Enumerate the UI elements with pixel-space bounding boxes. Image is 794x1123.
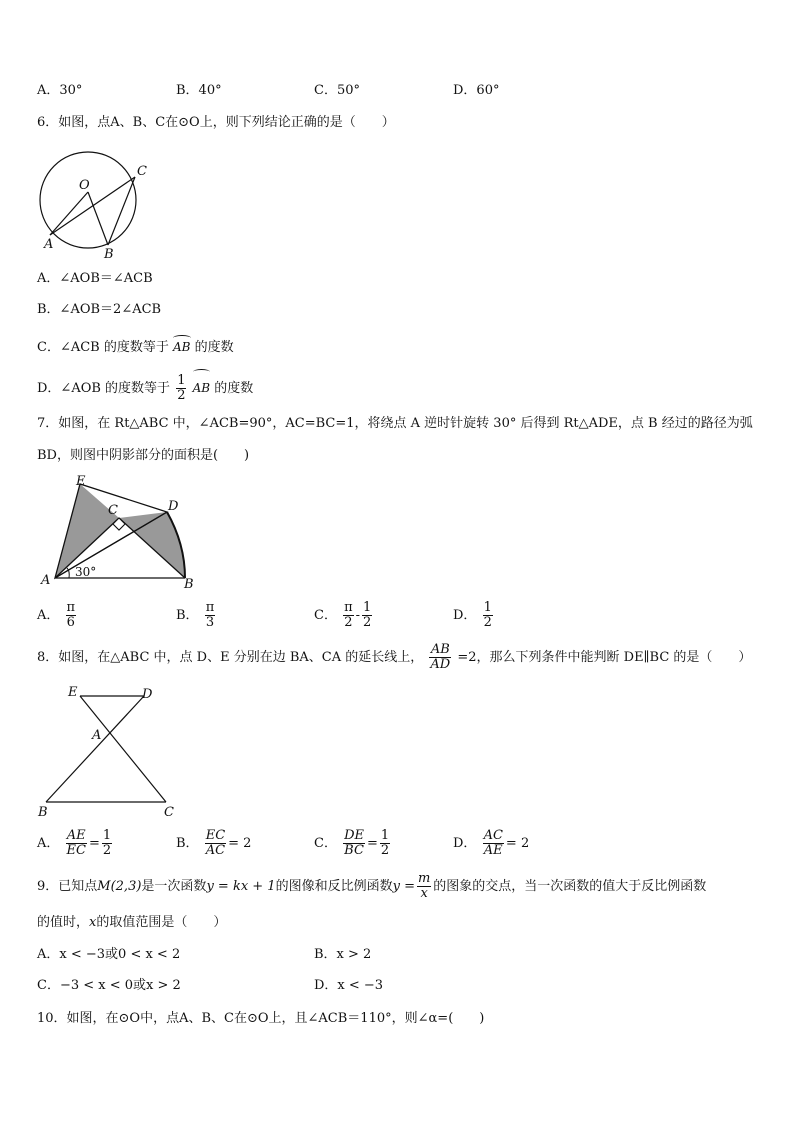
q9-option-a: A．x < −3或0 < x < 2 [37,947,181,962]
q7-option-d-num: 1 [483,600,492,615]
q9-stem-text: 9．已知点 [37,879,98,894]
q9-option-c: C．−3 < x < 0或x > 2 [37,978,181,993]
q8-option-d-den: AE [483,843,503,858]
q6-label-o: O [79,178,90,193]
q8-option-d-label: D． [453,836,477,851]
q7-label-d: D [168,499,179,514]
q5-option-a: A．30° [37,83,83,98]
q8-option-c-eq: = [367,836,378,851]
q8-option-c-label: C． [314,836,337,851]
q8-option-c-rhs [380,829,390,858]
q5-option-d: D．60° [453,83,500,98]
q7-option-c-fraction1 [343,601,354,630]
q7-label-e: E [76,474,86,489]
q7-option-c-fraction2 [362,601,372,630]
q6-label-a: A [44,237,54,252]
q7-option-a-num: π [66,600,76,615]
q7-option-b-fraction [205,601,216,630]
q8-stem-text: 8．如图，在△ABC 中，点 D、E 分别在边 BA、CA 的延长线上， [37,650,424,665]
q8-triangle-figure [32,684,192,822]
q9-option-d: D．x < −3 [314,978,384,993]
q7-option-b-num: π [205,600,215,615]
q9-point: M(2,3) [97,879,142,894]
q9-stem2-post: 的取值范围是（ ） [96,915,227,930]
q7-label-a: A [41,573,51,588]
q7-option-a-den: 6 [66,615,75,630]
q6-option-d-text: D．∠AOB 的度数等于 [37,381,171,396]
q6-option-d-num: 1 [177,373,186,388]
q8-stem-fraction [429,643,451,672]
q9-option-b: B．x > 2 [314,947,372,962]
q6-option-d-fraction [176,374,186,403]
q6-option-c-post: 的度数 [194,340,234,355]
q7-option-a-label: A． [37,608,60,623]
q7-option-d-fraction [483,601,493,630]
q8-label-a: A [92,728,102,743]
q7-stem-line1: 7．如图，在 Rt△ABC 中，∠ACB=90°，AC=BC=1，将绕点 A 逆时针旋转 30° 后得到 Rt△ADE，点 B 经过的路径为弧 [37,416,753,431]
q8-option-d-lhs [483,829,504,858]
q8-option-a [37,828,114,860]
q8-option-d-eq: = 2 [505,836,530,851]
q7-label-c: C [108,503,118,518]
q8-option-a-rden: 2 [102,843,112,858]
q8-option-a-eq: = [88,836,100,851]
q7-rotation-figure [35,472,205,592]
q7-stem-line2: BD，则图中阴影部分的面积是( ) [37,448,250,463]
q7-option-c-den1: 2 [344,615,353,630]
q6-option-c-arc: AB [173,340,191,354]
q7-option-a [37,600,78,632]
q9-inverse-fraction [417,872,431,901]
q7-label-b: B [184,577,194,592]
q6-label-c: C [137,164,147,179]
q8-option-b-num: EC [205,828,226,843]
q7-option-a-fraction [66,601,77,630]
q6-option-c-text: C．∠ACB 的度数等于 [37,340,169,355]
q8-option-b-lhs [205,829,226,858]
q6-option-d [37,372,253,405]
q8-option-b-eq: = 2 [228,836,252,851]
q8-option-d [453,828,529,860]
q8-label-b: B [38,805,48,820]
q8-label-c: C [164,805,174,820]
q9-stem2-x: x [89,915,97,930]
q9-inverse-lhs: y = [392,879,415,894]
q6-label-b: B [104,247,114,260]
q7-option-d-den: 2 [483,615,492,630]
q8-option-b [176,828,251,860]
q9-stem-post: 的图象的交点，当一次函数的值大于反比例函数 [433,879,707,894]
q9-stem-line2 [37,914,226,932]
q9-inverse-den: x [420,886,428,901]
q8-stem-den: AD [430,657,451,672]
q10-stem: 10．如图，在⊙O中，点A、B、C在⊙O上，且∠ACB＝110°，则∠α=( ) [37,1011,485,1026]
q9-stem-mid2: 的图像和反比例函数 [275,879,393,894]
q6-stem: 6．如图，点A、B、C在⊙O上，则下列结论正确的是（ ） [37,115,395,130]
q9-linear-function: y = kx + 1 [206,879,276,894]
q6-option-c [37,338,234,357]
q9-stem-mid1: 是一次函数 [141,879,207,894]
q7-option-c-minus: - [355,608,361,623]
q7-option-d-label: D． [453,608,477,623]
q8-label-d: D [142,687,153,702]
q8-option-a-lhs [66,829,87,858]
q7-option-b-label: B． [176,608,199,623]
q7-option-d [453,600,495,632]
q8-option-c-rden: 2 [380,843,390,858]
q8-option-c-num: DE [344,828,365,843]
q6-option-d-arc: AB [193,372,210,404]
q8-stem [37,642,751,674]
q6-option-b: B．∠AOB＝2∠ACB [37,302,162,317]
q8-option-a-den: EC [66,843,86,858]
q8-option-b-den: AC [205,843,226,858]
q7-option-c [314,600,374,632]
q8-stem-num: AB [430,642,450,657]
q7-option-c-num1: π [344,600,353,615]
q5-option-b: B．40° [176,83,222,98]
q7-label-angle: 30° [75,565,97,579]
q9-stem2-text: 的值时， [37,915,90,930]
q8-option-c-lhs [343,829,365,858]
q6-option-a: A．∠AOB＝∠ACB [37,271,153,286]
q9-stem-line1 [37,871,706,903]
q7-option-b-den: 3 [205,615,215,630]
q6-circle-figure [30,150,160,260]
q8-option-a-label: A． [37,836,60,851]
q9-inverse-num: m [417,871,431,886]
q6-option-d-post: 的度数 [214,381,254,396]
q8-option-c-rnum: 1 [380,828,390,843]
q8-option-a-num: AE [66,828,86,843]
q8-option-c-den: BC [344,843,364,858]
q7-option-c-den2: 2 [363,615,372,630]
q5-option-c: C．50° [314,83,360,98]
q8-option-a-rnum: 1 [102,828,112,843]
q8-option-c [314,828,392,860]
q8-stem-post: =2，那么下列条件中能判断 DE∥BC 的是（ ） [457,650,752,665]
q8-label-e: E [68,685,78,700]
q8-option-a-rhs [102,829,112,858]
q7-option-c-num2: 1 [363,600,372,615]
q7-option-c-label: C． [314,608,337,623]
q7-option-b [176,600,217,632]
q8-option-b-label: B． [176,836,199,851]
q6-option-d-den: 2 [177,388,186,403]
q8-option-d-num: AC [483,828,503,843]
